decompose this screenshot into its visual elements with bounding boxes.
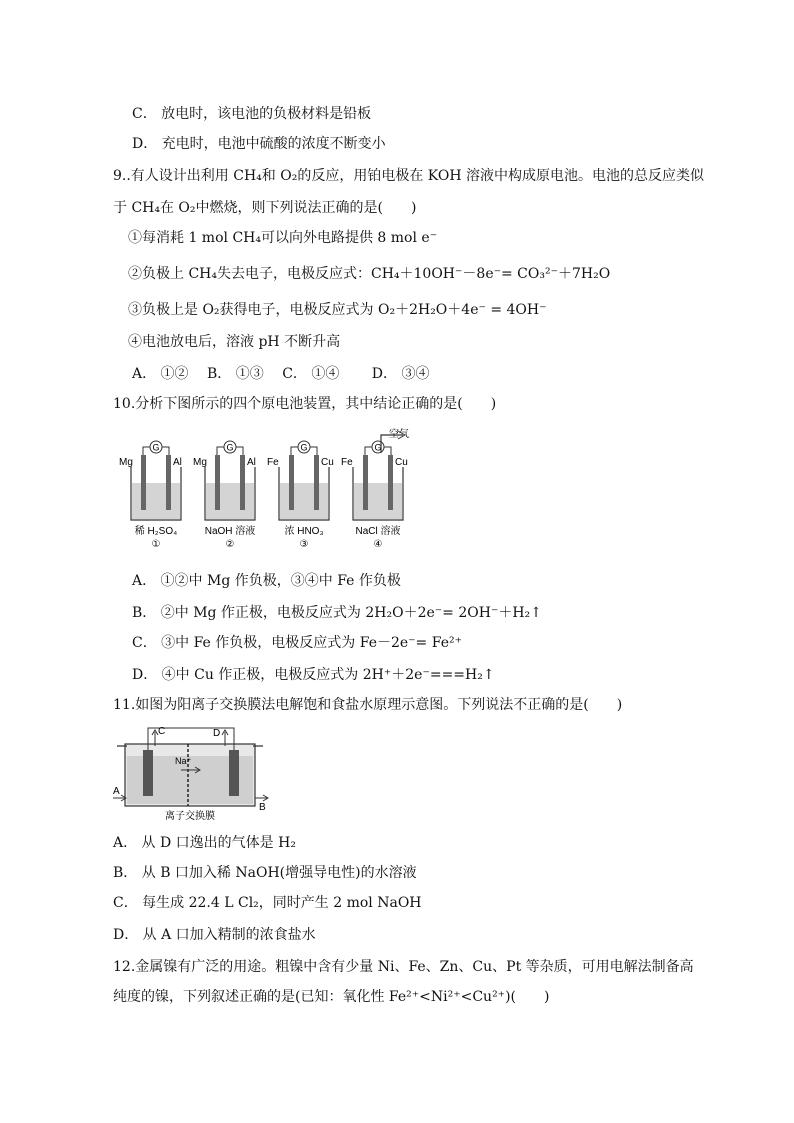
electrode-right xyxy=(314,455,319,510)
electrolyte xyxy=(280,483,328,519)
electrolyte xyxy=(206,483,254,519)
q10-option-d: D． ④中 Cu 作正极，电极反应式为 2H⁺＋2e⁻===H₂↑ xyxy=(132,667,495,683)
label-na-ion: Na⁺ xyxy=(175,756,192,766)
electrode-left-label: Fe xyxy=(267,457,279,468)
galvanometer-label: G xyxy=(152,442,160,453)
electrode-left xyxy=(215,455,220,510)
galvanometer-label: G xyxy=(374,442,382,453)
cathode xyxy=(229,750,239,796)
cell-number: ② xyxy=(225,539,235,550)
galvanic-cell-2 xyxy=(193,441,256,550)
electrolyte xyxy=(132,483,180,519)
electrode-left xyxy=(289,455,294,510)
electrolyte xyxy=(354,483,402,519)
q9-statement-3: ③负极上是 O₂获得电子，电极反应式为 O₂＋2H₂O＋4e⁻ = 4OH⁻ xyxy=(128,302,547,318)
q8-option-d: D． 充电时，电池中硫酸的浓度不断变小 xyxy=(132,136,386,152)
q10-option-b: B． ②中 Mg 作正极，电极反应式为 2H₂O＋2e⁻= 2OH⁻＋H₂↑ xyxy=(132,605,542,621)
solution-label: NaCl 溶液 xyxy=(355,526,401,537)
solution-label: 浓 HNO₃ xyxy=(284,526,324,537)
label-membrane: 离子交换膜 xyxy=(165,811,215,822)
galvanometer-label: G xyxy=(226,442,234,453)
cell-number: ① xyxy=(151,539,161,550)
label-c: C xyxy=(158,726,166,737)
galvanic-cell-3 xyxy=(267,441,334,550)
q9-statement-2: ②负极上 CH₄失去电子，电极反应式：CH₄＋10OH⁻－8e⁻= CO₃²⁻＋7H₂O xyxy=(128,266,611,282)
label-a: A xyxy=(113,786,120,797)
electrode-right-label: Cu xyxy=(321,457,334,468)
q11-option-b: B． 从 B 口加入稀 NaOH(增强导电性)的水溶液 xyxy=(113,865,417,881)
electrode-left-label: Fe xyxy=(341,457,353,468)
q11-option-d: D． 从 A 口加入精制的浓食盐水 xyxy=(113,927,316,943)
galvanometer-label: G xyxy=(300,442,308,453)
air-inlet xyxy=(381,427,409,453)
q9-stem-line2: 于 CH₄在 O₂中燃烧，则下列说法正确的是( ) xyxy=(113,200,417,216)
electrode-right-label: Al xyxy=(173,457,182,468)
electrode-left xyxy=(141,455,146,510)
label-b: B xyxy=(259,802,266,813)
electrode-right xyxy=(166,455,171,510)
q10-stem: 10.分析下图所示的四个原电池装置，其中结论正确的是( ) xyxy=(113,396,497,412)
q12-stem-line1: 12.金属镍有广泛的用途。粗镍中含有少量 Ni、Fe、Zn、Cu、Pt 等杂质，可用电解法制备高 xyxy=(113,959,694,975)
galvanic-cells-diagram xyxy=(113,425,423,555)
electrode-left-label: Mg xyxy=(119,457,133,468)
q9-statement-1: ①每消耗 1 mol CH₄可以向外电路提供 8 mol e⁻ xyxy=(128,230,438,246)
galvanic-cell-1 xyxy=(119,441,182,550)
electrode-right xyxy=(388,455,393,510)
electrolysis-cell-diagram xyxy=(113,722,273,822)
solution-label: 稀 H₂SO₄ xyxy=(134,526,178,537)
electrode-right xyxy=(240,455,245,510)
electrode-left-label: Mg xyxy=(193,457,207,468)
galvanic-cell-4 xyxy=(341,441,408,550)
q8-option-c: C． 放电时，该电池的负极材料是铅板 xyxy=(132,106,372,122)
q12-stem-line2: 纯度的镍，下列叙述正确的是(已知：氧化性 Fe²⁺<Ni²⁺<Cu²⁺)( ) xyxy=(113,989,550,1005)
q9-stem-line1: 9..有人设计出利用 CH₄和 O₂的反应，用铂电极在 KOH 溶液中构成原电池。电池的总反应类似 xyxy=(113,168,704,184)
q10-option-c: C． ③中 Fe 作负极，电极反应式为 Fe－2e⁻= Fe²⁺ xyxy=(132,635,462,651)
q11-option-a: A． 从 D 口逸出的气体是 H₂ xyxy=(113,835,296,851)
cell-number: ④ xyxy=(373,539,383,550)
electrode-left xyxy=(363,455,368,510)
q11-stem: 11.如图为阳离子交换膜法电解饱和食盐水原理示意图。下列说法不正确的是( ) xyxy=(113,697,623,713)
electrode-right-label: Cu xyxy=(395,457,408,468)
cell-number: ③ xyxy=(299,539,309,550)
electrode-right-label: Al xyxy=(247,457,256,468)
q9-statement-4: ④电池放电后，溶液 pH 不断升高 xyxy=(128,334,341,350)
q9-options: A． ①② B． ①③ C． ①④ D． ③④ xyxy=(132,366,430,382)
label-d: D xyxy=(213,728,221,739)
air-label: 空气 xyxy=(389,429,409,440)
solution-label: NaOH 溶液 xyxy=(204,526,256,537)
q10-option-a: A． ①②中 Mg 作负极，③④中 Fe 作负极 xyxy=(132,573,401,589)
anode xyxy=(143,750,153,796)
q11-option-c: C． 每生成 22.4 L Cl₂，同时产生 2 mol NaOH xyxy=(113,895,422,911)
